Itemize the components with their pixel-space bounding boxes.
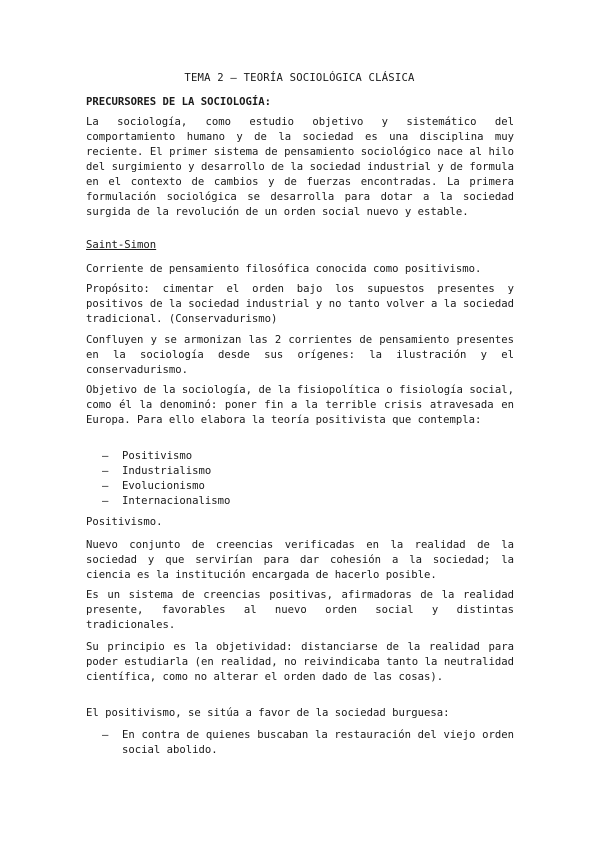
list-item: – Industrialismo [102,464,230,479]
paragraph-corriente: Corriente de pensamiento filosófica conocida como positivismo. [86,263,482,275]
paragraph-nuevo: Nuevo conjunto de creencias verificadas en la realidad de la sociedad y que servirían para dar cohesión a la sociedad; la ciencia es la institución encargada de hacerlo posible. [86,539,514,581]
paragraph-objetivo: Objetivo de la sociología, de la fisiopolítica o fisiología social, como él la denominó: poner fin a la terrible crisis atravesada en Europa. Para ello elabora la teoría positivista que contempla: [86,384,514,426]
document-title: TEMA 2 – TEORÍA SOCIOLÓGICA CLÁSICA [184,72,415,84]
list-item: – Internacionalismo [102,494,230,509]
paragraph-confluyen: Confluyen y se armonizan las 2 corrientes de pensamiento presentes en la sociología desde sus orígenes: la ilustración y el conservadurismo. [86,334,514,376]
paragraph-principio: Su principio es la objetividad: distanciarse de la realidad para poder estudiarla (en realidad, no reivindicaba tanto la neutralidad científica, como no alterar el orden dado de las cosas). [86,641,514,683]
paragraph-burguesa: El positivismo, se sitúa a favor de la sociedad burguesa: [86,707,450,719]
list-item: – Positivismo [102,449,230,464]
subsection-title: Saint-Simon [86,239,157,251]
theory-list [102,449,230,509]
paragraph-sistema: Es un sistema de creencias positivas, afirmadoras de la realidad presente, favorables al nuevo orden social y distintas tradicionales. [86,589,514,631]
paragraph-proposito: Propósito: cimentar el orden bajo los supuestos presentes y positivos de la sociedad industrial y no tanto volver a la sociedad tradicional. (Conservadurismo) [86,283,514,325]
list-item: – Evolucionismo [102,479,230,494]
section-heading: PRECURSORES DE LA SOCIOLOGÍA: [86,96,271,108]
paragraph-positivismo: Positivismo. [86,516,163,528]
list-item: – En contra de quienes buscaban la restauración del viejo orden social abolido. [102,728,514,758]
intro-paragraph: La sociología, como estudio objetivo y sistemático del comportamiento humano y de la sociedad es una disciplina muy reciente. El primer sistema de pensamiento sociológico nace al hilo del surgimiento y desarrollo de la sociedad industrial y de formula en el contexto de cambios y de fuerzas encontradas. La primera formulación sociológica se desarrolla para dotar a la sociedad surgida de la revolución de un orden social nuevo y estable. [86,116,514,218]
burguesa-list [102,728,514,758]
